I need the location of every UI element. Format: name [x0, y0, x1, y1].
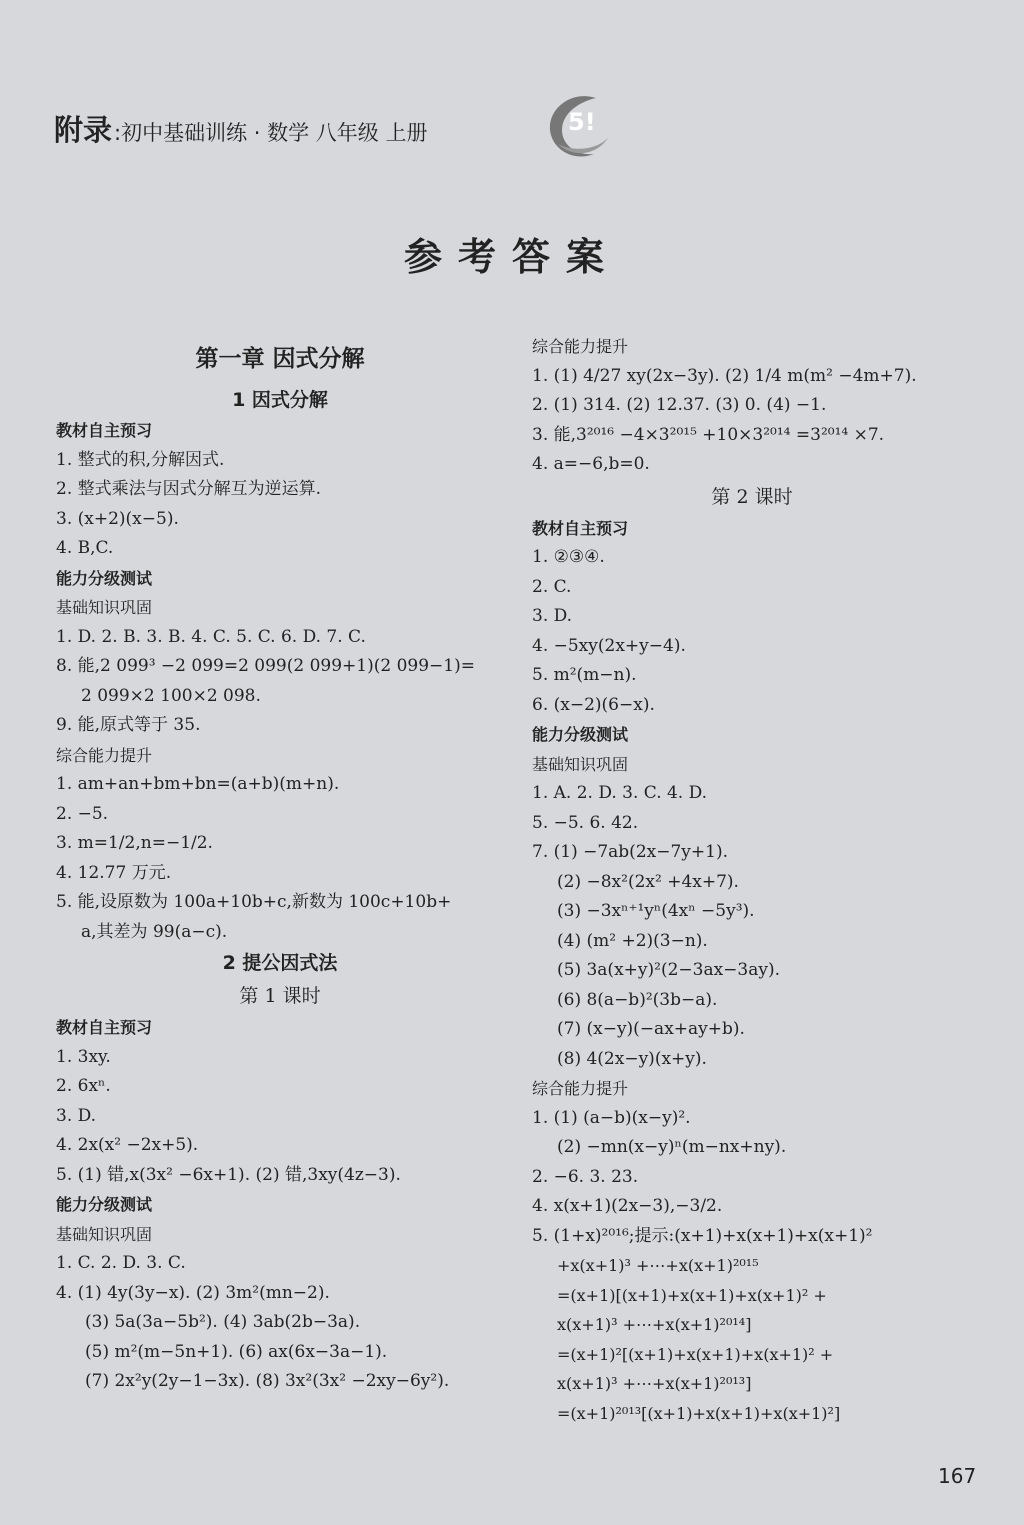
right-line: 6. (x−2)(6−x).	[532, 694, 655, 715]
left-line: 第 1 课时	[239, 985, 321, 1007]
left-line: 1. 整式的积,分解因式.	[56, 449, 225, 470]
right-line: 1. A. 2. D. 3. C. 4. D.	[532, 783, 708, 803]
svg-text:5!: 5!	[568, 108, 596, 136]
right-line: (3) −3xⁿ⁺¹yⁿ(4xⁿ −5y³).	[557, 901, 755, 921]
right-line: (5) 3a(x+y)²(2−3ax−3ay).	[557, 960, 781, 980]
right-line: =(x+1)²⁰¹³[(x+1)+x(x+1)+x(x+1)²]	[557, 1403, 841, 1423]
left-line: 3. D.	[56, 1105, 97, 1126]
left-line: 2 099×2 100×2 098.	[81, 685, 261, 706]
right-line: 5. (1+x)²⁰¹⁶;提示:(x+1)+x(x+1)+x(x+1)²	[532, 1225, 873, 1246]
right-line: 综合能力提升	[532, 1079, 629, 1098]
left-line: 4. (1) 4y(3y−x). (2) 3m²(mn−2).	[56, 1282, 330, 1303]
right-line: 2. −6. 3. 23.	[532, 1166, 639, 1187]
right-line: 4. a=−6,b=0.	[532, 454, 650, 474]
left-line: 基础知识巩固	[56, 1224, 153, 1244]
left-line: 能力分级测试	[56, 568, 153, 588]
left-line: 4. 12.77 万元.	[56, 862, 172, 883]
right-line: 7. (1) −7ab(2x−7y+1).	[532, 842, 728, 862]
page-title: 参考答案	[403, 235, 620, 279]
chapter-heading: 第一章 因式分解	[195, 346, 365, 372]
right-line: 5. −5. 6. 42.	[532, 812, 639, 833]
left-line: 5. 能,设原数为 100a+10b+c,新数为 100c+10b+	[56, 892, 452, 912]
left-line: (7) 2x²y(2y−1−3x). (8) 3x²(3x² −2xy−6y²).	[85, 1371, 450, 1391]
right-line: =(x+1)²[(x+1)+x(x+1)+x(x+1)² +	[557, 1344, 834, 1364]
left-line: 3. (x+2)(x−5).	[56, 508, 179, 529]
right-line: 3. 能,3²⁰¹⁶ −4×3²⁰¹⁵ +10×3²⁰¹⁴ =3²⁰¹⁴ ×7.	[532, 424, 885, 445]
page-number: 167	[938, 1464, 977, 1488]
left-line: 1. 3xy.	[56, 1046, 111, 1067]
left-line: a,其差为 99(a−c).	[81, 921, 228, 942]
left-line: 1. C. 2. D. 3. C.	[56, 1253, 186, 1273]
left-line: 1. D. 2. B. 3. B. 4. C. 5. C. 6. D. 7. C.	[56, 626, 366, 647]
page-header	[54, 108, 427, 149]
left-line: 教材自主预习	[56, 421, 153, 440]
right-line: 1. (1) (a−b)(x−y)².	[532, 1107, 691, 1128]
right-line: (4) (m² +2)(3−n).	[557, 930, 708, 951]
right-line: (6) 8(a−b)²(3b−a).	[557, 989, 718, 1010]
right-line: 能力分级测试	[532, 725, 629, 744]
right-line: 1. (1) 4/27 xy(2x−3y). (2) 1/4 m(m² −4m+7).	[532, 365, 917, 386]
left-line: 教材自主预习	[56, 1018, 153, 1037]
left-line: 5. (1) 错,x(3x² −6x+1). (2) 错,3xy(4z−3).	[56, 1164, 401, 1185]
header-label: 附录	[54, 113, 113, 147]
right-line: 教材自主预习	[532, 518, 629, 538]
right-line: (8) 4(2x−y)(x+y).	[557, 1048, 707, 1069]
right-line: 3. D.	[532, 606, 573, 626]
right-line: 第 2 课时	[711, 485, 793, 508]
left-line: (3) 5a(3a−5b²). (4) 3ab(2b−3a).	[85, 1312, 361, 1332]
right-line: (7) (x−y)(−ax+ay+b).	[557, 1019, 745, 1039]
right-line: 2. (1) 314. (2) 12.37. (3) 0. (4) −1.	[532, 395, 827, 415]
right-line: 1. ②③④.	[532, 547, 605, 567]
right-line: 4. x(x+1)(2x−3),−3/2.	[532, 1196, 723, 1216]
right-line: 2. C.	[532, 576, 572, 597]
left-line: 2. −5.	[56, 803, 109, 824]
publisher-logo-icon	[538, 86, 618, 166]
left-line: 2. 整式乘法与因式分解互为逆运算.	[56, 479, 322, 499]
left-line: 4. B,C.	[56, 538, 114, 558]
left-line: 8. 能,2 099³ −2 099=2 099(2 099+1)(2 099−1)=	[56, 656, 475, 676]
right-line: 基础知识巩固	[532, 754, 629, 774]
left-line: 4. 2x(x² −2x+5).	[56, 1135, 199, 1155]
right-line: =(x+1)[(x+1)+x(x+1)+x(x+1)² +	[557, 1285, 827, 1305]
left-line: 2 提公因式法	[222, 952, 338, 974]
left-line: (5) m²(m−5n+1). (6) ax(6x−3a−1).	[85, 1341, 388, 1362]
left-line: 1. am+an+bm+bn=(a+b)(m+n).	[56, 774, 340, 794]
left-line: 能力分级测试	[56, 1195, 153, 1214]
header-book-title: :初中基础训练 · 数学 八年级 上册	[114, 121, 428, 145]
left-line: 9. 能,原式等于 35.	[56, 715, 201, 735]
right-line: 5. m²(m−n).	[532, 665, 637, 685]
right-line: 4. −5xy(2x+y−4).	[532, 635, 686, 656]
right-line: x(x+1)³ +⋯+x(x+1)²⁰¹⁴]	[557, 1315, 752, 1334]
left-line: 2. 6xⁿ.	[56, 1076, 111, 1096]
left-line: 3. m=1/2,n=−1/2.	[56, 833, 213, 853]
left-line: 基础知识巩固	[56, 598, 153, 617]
left-line: 综合能力提升	[56, 745, 153, 765]
left-column	[56, 332, 504, 1397]
right-line: x(x+1)³ +⋯+x(x+1)²⁰¹³]	[557, 1374, 752, 1393]
right-line: +x(x+1)³ +⋯+x(x+1)²⁰¹⁵	[557, 1256, 759, 1275]
right-line: (2) −8x²(2x² +4x+7).	[557, 871, 739, 892]
right-line: (2) −mn(x−y)ⁿ(m−nx+ny).	[557, 1137, 787, 1157]
right-column	[532, 332, 972, 1428]
left-line: 1 因式分解	[232, 389, 328, 411]
right-line: 综合能力提升	[532, 337, 629, 356]
